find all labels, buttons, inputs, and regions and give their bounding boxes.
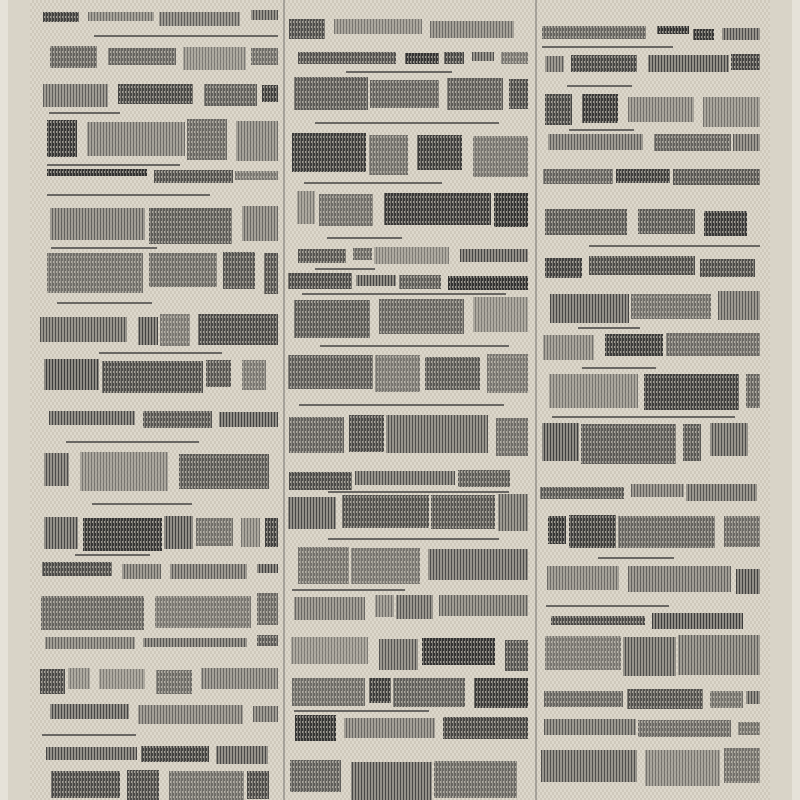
brushstroke: [623, 637, 676, 676]
brushstroke: [44, 517, 78, 549]
line-accent: [542, 46, 673, 48]
brushstroke: [292, 133, 366, 172]
brushstroke: [155, 596, 251, 628]
brushstroke: [298, 547, 349, 584]
brushstroke: [251, 10, 278, 20]
brushstroke: [494, 193, 528, 227]
brushstroke: [80, 452, 168, 491]
brushstroke: [548, 516, 566, 544]
brushstroke: [544, 691, 623, 707]
brushstroke: [83, 518, 162, 551]
brushstroke: [472, 52, 494, 61]
brushstroke: [47, 120, 77, 157]
line-accent: [578, 327, 640, 329]
brushstroke: [704, 211, 747, 236]
brushstroke: [545, 636, 621, 670]
brushstroke: [393, 678, 465, 707]
brushstroke: [351, 762, 432, 800]
brushstroke: [291, 637, 368, 664]
brushstroke: [223, 252, 255, 289]
line-accent: [66, 441, 199, 443]
brushstroke: [375, 355, 420, 392]
brushstroke: [122, 564, 161, 579]
brushstroke: [241, 518, 260, 547]
left-border-band: [8, 0, 30, 800]
brushstroke: [375, 595, 394, 617]
brushstroke: [51, 771, 120, 798]
brushstroke: [683, 424, 701, 461]
line-accent: [546, 605, 669, 607]
line-accent: [94, 35, 278, 37]
brushstroke: [289, 472, 352, 490]
brushstroke: [87, 122, 185, 156]
brushstroke: [257, 593, 278, 625]
brushstroke: [290, 760, 341, 792]
brushstroke: [703, 97, 760, 127]
brushstroke: [434, 761, 517, 798]
brushstroke: [652, 613, 743, 629]
brushstroke: [498, 494, 528, 531]
brushstroke: [44, 453, 69, 486]
brushstroke: [648, 55, 729, 72]
brushstroke: [156, 670, 192, 694]
column-divider: [283, 0, 285, 800]
brushstroke: [164, 516, 193, 549]
brushstroke: [638, 209, 695, 234]
brushstroke: [257, 635, 278, 646]
brushstroke: [616, 169, 670, 183]
brushstroke: [474, 678, 528, 708]
line-accent: [292, 589, 405, 591]
brushstroke: [138, 317, 158, 345]
line-accent: [75, 554, 150, 556]
brushstroke: [379, 299, 464, 334]
brushstroke: [159, 12, 240, 26]
brushstroke: [473, 136, 528, 177]
brushstroke: [589, 256, 695, 275]
brushstroke: [344, 718, 435, 738]
line-accent: [569, 129, 634, 131]
brushstroke: [292, 678, 365, 706]
brushstroke: [44, 359, 99, 390]
brushstroke: [127, 770, 159, 800]
brushstroke: [581, 424, 676, 464]
brushstroke: [288, 497, 336, 529]
line-accent: [47, 194, 210, 196]
brushstroke: [700, 259, 755, 277]
line-accent: [567, 85, 632, 87]
brushstroke: [206, 360, 231, 387]
brushstroke: [460, 249, 528, 262]
brushstroke: [289, 19, 325, 39]
brushstroke: [384, 193, 491, 225]
column-divider: [535, 0, 537, 800]
brushstroke: [356, 275, 396, 286]
brushstroke: [42, 562, 112, 576]
brushstroke: [289, 417, 344, 453]
brushstroke: [487, 354, 528, 393]
brushstroke: [68, 668, 90, 689]
brushstroke: [693, 29, 714, 40]
line-accent: [320, 345, 509, 347]
brushstroke: [154, 170, 233, 183]
brushstroke: [501, 52, 528, 64]
brushstroke: [179, 454, 269, 489]
brushstroke: [542, 26, 646, 39]
brushstroke: [710, 423, 748, 456]
brushstroke: [386, 415, 488, 453]
brushstroke: [294, 77, 368, 110]
brushstroke: [443, 717, 528, 739]
line-accent: [598, 557, 674, 559]
brushstroke: [294, 597, 365, 620]
brushstroke: [236, 121, 278, 161]
brushstroke: [50, 208, 145, 240]
brushstroke: [496, 418, 528, 456]
line-accent: [328, 538, 499, 540]
line-accent: [299, 404, 504, 406]
brushstroke: [50, 46, 97, 68]
line-accent: [315, 268, 375, 270]
brushstroke: [543, 169, 613, 184]
brushstroke: [439, 595, 528, 616]
brushstroke: [718, 291, 760, 320]
brushstroke: [294, 300, 370, 338]
brushstroke: [370, 80, 439, 108]
brushstroke: [198, 314, 278, 345]
brushstroke: [549, 374, 638, 408]
brushstroke: [458, 470, 510, 487]
line-accent: [552, 416, 735, 418]
brushstroke: [40, 317, 127, 342]
brushstroke: [722, 28, 760, 40]
brushstroke: [170, 564, 247, 579]
brushstroke: [43, 84, 108, 107]
line-accent: [57, 302, 152, 304]
brushstroke: [47, 169, 147, 176]
brushstroke: [605, 334, 663, 356]
brushstroke: [235, 171, 278, 180]
brushstroke: [253, 706, 278, 722]
brushstroke: [545, 209, 627, 235]
brushstroke: [631, 484, 684, 497]
brushstroke: [447, 78, 503, 110]
brushstroke: [379, 639, 418, 670]
brushstroke: [204, 84, 257, 106]
brushstroke: [41, 596, 144, 630]
brushstroke: [731, 54, 760, 70]
brushstroke: [353, 248, 372, 260]
brushstroke: [422, 638, 495, 665]
brushstroke: [396, 595, 433, 619]
brushstroke: [431, 495, 495, 529]
brushstroke: [542, 423, 579, 461]
brushstroke: [746, 374, 760, 408]
brushstroke: [196, 518, 233, 546]
brushstroke: [149, 208, 232, 244]
brushstroke: [448, 276, 528, 290]
brushstroke: [297, 191, 315, 224]
brushstroke: [733, 134, 760, 151]
brushstroke: [201, 668, 278, 689]
line-accent: [315, 122, 499, 124]
brushstroke: [262, 85, 278, 102]
brushstroke: [545, 258, 582, 278]
line-accent: [327, 237, 402, 239]
brushstroke: [264, 253, 278, 294]
line-accent: [42, 734, 136, 736]
line-accent: [49, 112, 120, 114]
brushstroke: [473, 297, 528, 332]
brushstroke: [99, 669, 145, 689]
brushstroke: [569, 515, 616, 548]
brushstroke: [43, 12, 79, 22]
brushstroke: [627, 689, 703, 709]
brushstroke: [257, 564, 278, 573]
brushstroke: [45, 637, 135, 649]
line-accent: [304, 182, 442, 184]
brushstroke: [288, 355, 373, 389]
line-accent: [582, 367, 656, 369]
brushstroke: [550, 294, 629, 323]
brushstroke: [686, 484, 757, 501]
brushstroke: [351, 548, 420, 584]
brushstroke: [571, 55, 637, 72]
brushstroke: [149, 253, 217, 287]
brushstroke: [251, 48, 278, 65]
brushstroke: [425, 357, 480, 390]
brushstroke: [544, 719, 636, 735]
brushstroke: [428, 549, 528, 580]
brushstroke: [219, 412, 278, 427]
brushstroke: [548, 134, 643, 150]
brushstroke: [628, 566, 731, 592]
brushstroke: [678, 635, 760, 675]
brushstroke: [169, 771, 244, 800]
brushstroke: [143, 411, 212, 428]
brushstroke: [88, 12, 154, 21]
brushstroke: [724, 516, 760, 547]
line-accent: [99, 352, 222, 354]
line-accent: [51, 247, 157, 249]
brushstroke: [187, 119, 227, 160]
brushstroke: [40, 669, 65, 694]
brushstroke: [545, 94, 572, 125]
line-accent: [302, 293, 506, 295]
brushstroke: [349, 415, 384, 452]
brushstroke: [47, 253, 143, 293]
brushstroke: [265, 518, 278, 547]
brushstroke: [242, 206, 278, 241]
brushstroke: [138, 705, 243, 724]
brushstroke: [417, 135, 462, 170]
brushstroke: [746, 691, 760, 704]
brushstroke: [108, 48, 176, 65]
brushstroke: [645, 750, 720, 786]
brushstroke: [551, 616, 645, 625]
line-accent: [346, 71, 452, 73]
brushstroke: [374, 247, 449, 264]
brushstroke: [724, 748, 760, 783]
brushstroke: [547, 566, 619, 590]
brushstroke: [654, 134, 731, 151]
brushstroke: [505, 640, 528, 671]
brushstroke: [618, 516, 715, 548]
brushstroke: [160, 314, 190, 346]
brushstroke: [342, 495, 429, 528]
brushstroke: [298, 52, 396, 64]
brushstroke: [540, 487, 624, 499]
brushstroke: [288, 273, 352, 289]
brushstroke: [143, 638, 247, 647]
brushstroke: [319, 194, 373, 226]
brushstroke: [736, 569, 760, 594]
brushstroke: [247, 771, 269, 799]
brushstroke: [399, 275, 441, 289]
brushstroke: [298, 249, 346, 263]
brushstroke: [183, 47, 246, 70]
brushstroke: [543, 335, 594, 360]
brushstroke: [666, 333, 760, 356]
brushstroke: [369, 135, 408, 175]
brushstroke: [334, 19, 422, 34]
brushstroke: [509, 79, 528, 109]
brushstroke: [738, 722, 760, 735]
brushstroke: [582, 94, 618, 123]
brushstroke: [673, 169, 760, 185]
brushstroke: [444, 52, 464, 64]
brushstroke: [355, 471, 455, 485]
brushstroke: [46, 747, 137, 760]
line-accent: [47, 164, 180, 166]
brushstroke: [216, 746, 268, 764]
brushstroke: [638, 720, 731, 737]
line-accent: [589, 245, 760, 247]
brushstroke: [545, 56, 564, 72]
right-border-band: [770, 0, 792, 800]
line-accent: [294, 710, 429, 712]
brushstroke: [118, 84, 193, 104]
brushstroke: [644, 374, 739, 410]
brushstroke: [628, 97, 694, 122]
brushstroke: [657, 26, 689, 34]
brushstroke: [541, 750, 637, 782]
brushstroke: [102, 361, 203, 393]
brushstroke: [631, 294, 711, 319]
brushstroke: [141, 746, 209, 762]
line-accent: [328, 491, 509, 493]
brushstroke: [242, 360, 266, 390]
line-accent: [92, 503, 192, 505]
brushstroke: [50, 704, 129, 719]
brushstroke: [49, 411, 135, 425]
brushstroke: [295, 715, 336, 741]
brushstroke: [430, 21, 514, 38]
brushstroke: [405, 53, 439, 64]
brushstroke: [369, 678, 391, 703]
brushstroke: [710, 691, 743, 708]
